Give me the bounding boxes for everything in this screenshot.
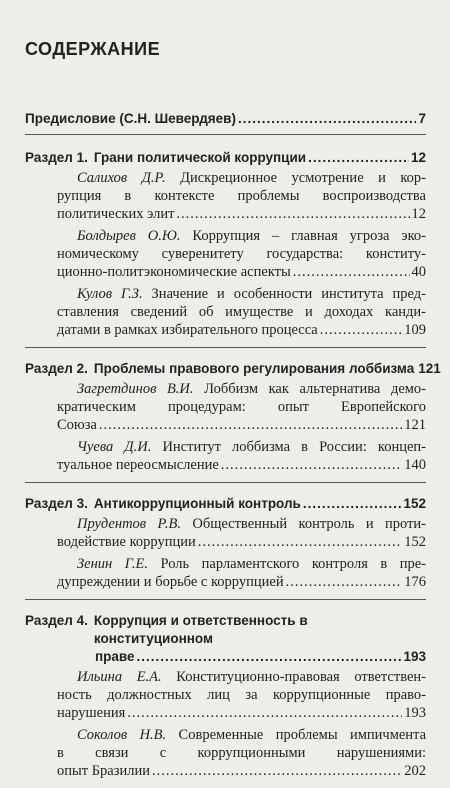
section-page: 12 [410, 150, 426, 165]
toc-entry[interactable] [57, 515, 426, 551]
entry-title-line: дупреждении и борьбе с коррупцией [57, 574, 284, 590]
toc-entry[interactable] [57, 555, 426, 591]
entry-title-line: Роль парламентского контроля в пре- [160, 556, 426, 572]
entry-title-line: в связи с коррупционными нарушениями: [57, 745, 426, 761]
leader-dots [293, 263, 410, 281]
toc-section [25, 149, 426, 348]
entry-author: Салихов Д.Р. [77, 170, 166, 186]
section-label: Раздел 1. [25, 150, 88, 165]
entry-title-line: Значение и особенности института пред- [151, 286, 427, 302]
entry-title-line: нарушения [57, 705, 126, 721]
entry-title-line: ставления сведений об имуществе и доходах канди- [57, 304, 426, 320]
toc-entry[interactable] [57, 227, 426, 281]
page-title: СОДЕРЖАНИЕ [25, 39, 161, 59]
entry-page: 121 [404, 417, 426, 433]
entry-title-line: Союза [57, 417, 97, 433]
entry-page: 202 [404, 763, 426, 779]
entry-title-line: туальное переосмысление [57, 457, 219, 473]
entry-title-line: датами в рамках избирательного процесса [57, 322, 318, 338]
entry-title-line: водействие коррупции [57, 534, 196, 550]
preface-label: Предисловие (С.Н. Шевердяев) [25, 111, 236, 126]
toc-section [25, 360, 441, 483]
toc-preface[interactable] [25, 110, 426, 135]
entry-author: Соколов Н.В. [77, 727, 167, 743]
leader-dots [99, 416, 402, 434]
leader-dots [308, 149, 409, 167]
entry-title-line: опыт Бразилии [57, 763, 150, 779]
entry-author: Зенин Г.Е. [77, 556, 149, 572]
toc-section [25, 495, 426, 600]
toc-entry[interactable] [57, 668, 426, 722]
entry-title-line: номическому суверенитету государства: конститу- [57, 246, 426, 262]
section-page: 193 [403, 649, 426, 664]
entry-title-line: кратическим процедурам: опыт Европейского [57, 399, 426, 415]
leader-dots [176, 205, 409, 223]
entry-page: 12 [411, 206, 426, 222]
section-heading[interactable] [25, 149, 426, 167]
section-label: Раздел 4. [25, 613, 88, 628]
entry-page: 109 [404, 322, 426, 338]
section-heading[interactable] [25, 612, 426, 666]
entry-title-line: рупция в контексте проблемы воспроизводства [57, 188, 426, 204]
preface-page: 7 [418, 111, 426, 126]
entry-page: 40 [411, 264, 426, 280]
entry-author: Ильина Е.А. [77, 669, 162, 685]
toc-entry[interactable] [57, 438, 426, 474]
entry-author: Болдырев О.Ю. [77, 228, 181, 244]
entry-page: 193 [404, 705, 426, 721]
entry-author: Загретдинов В.И. [77, 381, 194, 397]
section-title-line: праве [95, 649, 135, 664]
leader-dots [221, 456, 402, 474]
toc-entry[interactable] [57, 380, 426, 434]
section-title: Грани политической коррупции [93, 150, 307, 165]
section-title-line: Коррупция и ответственность в конституционном [93, 613, 308, 646]
entry-author: Чуева Д.И. [77, 439, 152, 455]
entry-title-line: Коррупция – главная угроза эко- [192, 228, 426, 244]
leader-dots [286, 573, 403, 591]
section-label: Раздел 2. [25, 361, 88, 376]
entry-title-line: Конституционно-правовая ответствен- [176, 669, 426, 685]
entry-title-line: ность должностных лиц за коррупционные право- [57, 687, 426, 703]
entry-title-line: Институт лоббизма в России: концеп- [162, 439, 426, 455]
toc-entry[interactable] [57, 726, 426, 780]
toc-sections [25, 149, 441, 788]
section-page: 152 [403, 496, 426, 511]
section-page: 121 [418, 361, 441, 376]
entry-author: Прудентов Р.В. [77, 516, 181, 532]
entry-title-line: политических элит [57, 206, 175, 222]
leader-dots [238, 110, 417, 128]
entry-title-line: Современные проблемы импичмента [178, 727, 427, 743]
entry-page: 140 [404, 457, 426, 473]
entry-page: 176 [404, 574, 426, 590]
section-title: Антикоррупционный контроль [93, 496, 301, 511]
toc-entry[interactable] [57, 169, 426, 223]
toc-section [25, 612, 426, 788]
leader-dots [127, 704, 402, 722]
toc-entry[interactable] [57, 285, 426, 339]
leader-dots [152, 762, 402, 780]
leader-dots [320, 321, 403, 339]
leader-dots [198, 533, 403, 551]
entry-title-line: Лоббизм как альтернатива демо- [204, 381, 427, 397]
entry-title-line: Дискреционное усмотрение и кор- [180, 170, 427, 186]
section-title: Проблемы правового регулирования лоббизма [93, 361, 415, 376]
entry-title-line: Общественный контроль и проти- [192, 516, 427, 532]
leader-dots [137, 648, 402, 666]
leader-dots [303, 495, 402, 513]
section-heading[interactable] [25, 360, 441, 378]
entry-title-line: ционно-политэкономические аспекты [57, 264, 291, 280]
section-heading[interactable] [25, 495, 426, 513]
entry-author: Кулов Г.З. [77, 286, 143, 302]
section-label: Раздел 3. [25, 496, 88, 511]
entry-page: 152 [404, 534, 426, 550]
